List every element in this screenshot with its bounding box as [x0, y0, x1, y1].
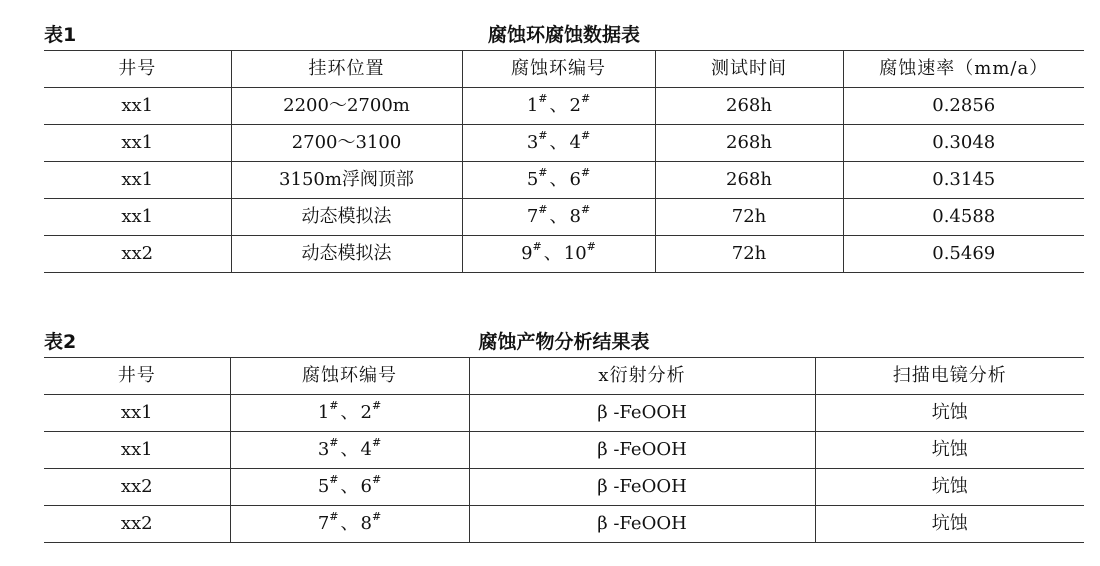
header-test-time: 测试时间 [655, 51, 843, 88]
ring-mark: # [329, 510, 339, 523]
ring-mark: # [538, 166, 548, 179]
cell-ring-number [462, 162, 655, 199]
ring-b: 2 [569, 95, 581, 116]
table-row [44, 88, 1084, 125]
ring-a: 3 [317, 439, 330, 460]
table-row [44, 236, 1084, 273]
table1-header-row [44, 51, 1084, 88]
cell-test-time: 268h [655, 125, 843, 162]
cell-sem: 坑蚀 [815, 432, 1084, 469]
cell-corrosion-rate: 0.3048 [843, 125, 1084, 162]
cell-ring-number [230, 395, 469, 432]
ring-b: 6 [569, 169, 581, 190]
ring-b: 8 [569, 206, 581, 227]
cell-well: xx2 [44, 236, 231, 273]
cell-ring-number [230, 469, 469, 506]
ring-sep: 、 [549, 132, 568, 153]
corrosion-product-table [44, 357, 1084, 543]
ring-mark: # [538, 129, 548, 142]
ring-sep: 、 [340, 476, 359, 497]
ring-a: 7 [317, 513, 330, 534]
cell-well: xx2 [44, 469, 230, 506]
cell-corrosion-rate: 0.4588 [843, 199, 1084, 236]
cell-position: 2200～2700m [231, 88, 462, 125]
cell-test-time: 72h [655, 236, 843, 273]
header-well: 井号 [44, 51, 231, 88]
ring-b: 4 [569, 132, 581, 153]
table-row [44, 506, 1084, 543]
ring-mark: # [371, 436, 382, 449]
ring-mark: # [580, 92, 591, 105]
table-row [44, 432, 1084, 469]
cell-well: xx2 [44, 506, 230, 543]
ring-sep: 、 [549, 206, 568, 227]
table-row [44, 199, 1084, 236]
cell-well: xx1 [44, 395, 230, 432]
ring-mark: # [538, 203, 548, 216]
cell-ring-number [462, 199, 655, 236]
table-row [44, 125, 1084, 162]
cell-test-time: 268h [655, 162, 843, 199]
ring-sep: 、 [549, 95, 568, 116]
table2-label: 表2 [44, 331, 77, 353]
table1-caption [44, 18, 1084, 46]
cell-well: xx1 [44, 125, 231, 162]
cell-well: xx1 [44, 88, 231, 125]
table-row [44, 395, 1084, 432]
ring-a: 1 [526, 95, 539, 116]
corrosion-data-table [44, 50, 1084, 273]
table2-header-row [44, 358, 1084, 395]
ring-mark: # [580, 166, 591, 179]
ring-mark: # [329, 473, 339, 486]
table1-label: 表1 [44, 24, 77, 46]
cell-ring-number [230, 506, 469, 543]
ring-mark: # [371, 473, 382, 486]
cell-well: xx1 [44, 162, 231, 199]
cell-test-time: 268h [655, 88, 843, 125]
ring-mark: # [580, 203, 591, 216]
header-sem-analysis: 扫描电镜分析 [815, 358, 1084, 395]
header-well: 井号 [44, 358, 230, 395]
cell-sem: 坑蚀 [815, 469, 1084, 506]
ring-sep: 、 [543, 243, 562, 264]
ring-sep: 、 [549, 169, 568, 190]
cell-sem: 坑蚀 [815, 506, 1084, 543]
table1-title: 腐蚀环腐蚀数据表 [487, 24, 640, 46]
cell-corrosion-rate: 0.3145 [843, 162, 1084, 199]
cell-ring-number [230, 432, 469, 469]
ring-a: 1 [317, 402, 330, 423]
ring-mark: # [586, 240, 596, 253]
table-row [44, 162, 1084, 199]
ring-a: 3 [526, 132, 539, 153]
cell-well: xx1 [44, 199, 231, 236]
ring-b: 8 [360, 513, 372, 534]
cell-position: 动态模拟法 [231, 199, 462, 236]
header-ring-number: 腐蚀环编号 [230, 358, 469, 395]
cell-ring-number [462, 125, 655, 162]
cell-xrd: β -FeOOH [469, 506, 815, 543]
ring-mark: # [371, 399, 382, 412]
ring-a: 5 [526, 169, 539, 190]
table-row [44, 469, 1084, 506]
ring-sep: 、 [340, 513, 359, 534]
ring-sep: 、 [340, 439, 359, 460]
table2-caption [44, 325, 1084, 353]
ring-a: 9 [521, 243, 533, 264]
header-xrd-analysis: x衍射分析 [469, 358, 815, 395]
ring-b: 2 [360, 402, 372, 423]
cell-xrd: β -FeOOH [469, 469, 815, 506]
cell-sem: 坑蚀 [815, 395, 1084, 432]
cell-position: 2700～3100 [231, 125, 462, 162]
cell-xrd: β -FeOOH [469, 432, 815, 469]
header-position: 挂环位置 [231, 51, 462, 88]
ring-mark: # [371, 510, 382, 523]
ring-b: 4 [360, 439, 372, 460]
cell-position: 3150m浮阀顶部 [231, 162, 462, 199]
cell-position: 动态模拟法 [231, 236, 462, 273]
ring-mark: # [580, 129, 591, 142]
ring-mark: # [532, 240, 542, 253]
ring-mark: # [329, 436, 339, 449]
cell-xrd: β -FeOOH [469, 395, 815, 432]
header-ring-number: 腐蚀环编号 [462, 51, 655, 88]
cell-corrosion-rate: 0.2856 [843, 88, 1084, 125]
cell-ring-number [462, 88, 655, 125]
ring-mark: # [538, 92, 548, 105]
cell-ring-number [462, 236, 655, 273]
ring-a: 5 [317, 476, 330, 497]
ring-b: 6 [360, 476, 372, 497]
ring-a: 7 [526, 206, 539, 227]
cell-corrosion-rate: 0.5469 [843, 236, 1084, 273]
table2-title: 腐蚀产物分析结果表 [478, 331, 650, 353]
cell-test-time: 72h [655, 199, 843, 236]
ring-mark: # [329, 399, 339, 412]
cell-well: xx1 [44, 432, 230, 469]
header-corrosion-rate: 腐蚀速率（mm/a） [843, 51, 1084, 88]
ring-sep: 、 [340, 402, 359, 423]
ring-b: 10 [563, 243, 587, 264]
